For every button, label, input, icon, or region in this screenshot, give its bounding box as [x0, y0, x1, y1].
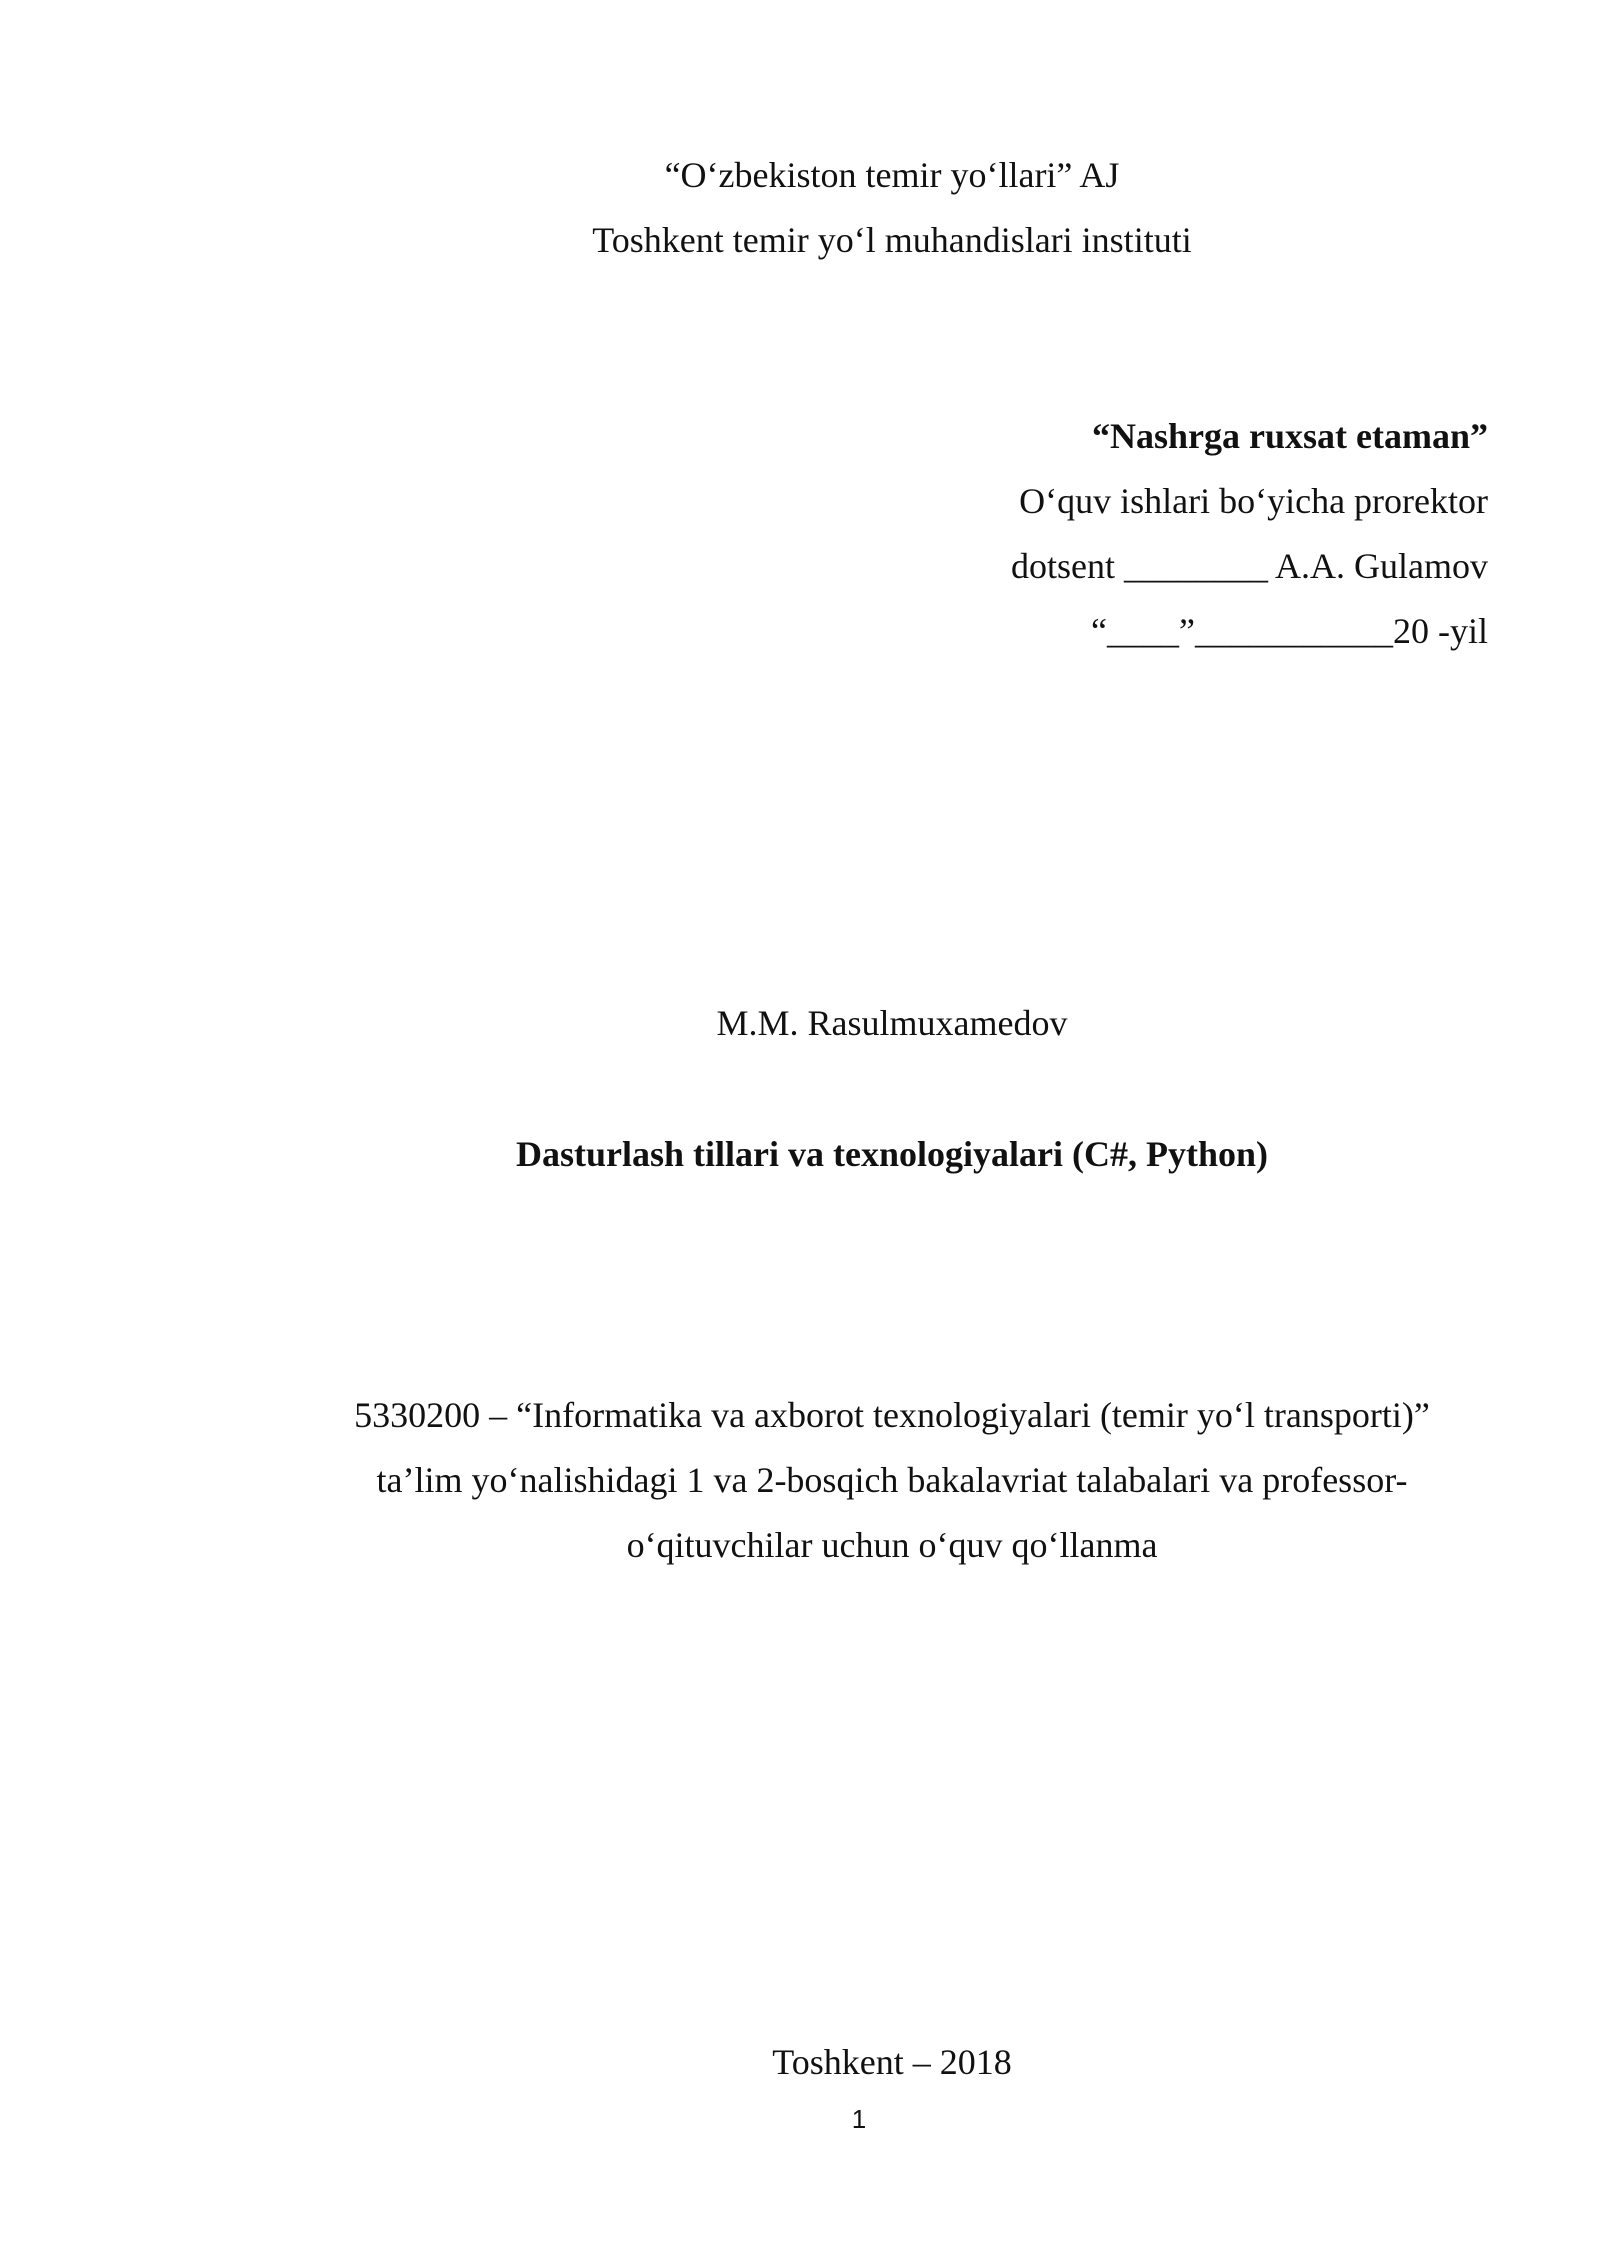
book-title: Dasturlash tillari va texnologiyalari (C#, Python) [516, 1134, 1268, 1174]
author-name: M.M. Rasulmuxamedov [716, 1003, 1068, 1043]
institute-line: Toshkent temir yo‘l muhandislari instituti [592, 220, 1192, 260]
approval-title: “Nashrga ruxsat etaman” [1092, 416, 1488, 456]
description-line-3: o‘qituvchilar uchun o‘quv qo‘llanma [626, 1525, 1158, 1565]
place-year: Toshkent – 2018 [772, 2042, 1012, 2082]
approval-signature: dotsent ________ A.A. Gulamov [1011, 546, 1488, 586]
approval-date: “____”___________20 -yil [1091, 611, 1488, 651]
description-line-2: ta’lim yo‘nalishidagi 1 va 2-bosqich bakalavriat talabalari va professor- [376, 1460, 1408, 1500]
page-number: 1 [851, 2104, 867, 2134]
description-line-1: 5330200 – “Informatika va axborot texnologiyalari (temir yo‘l transporti)” [354, 1395, 1430, 1435]
organization-line: “O‘zbekiston temir yo‘llari” AJ [664, 155, 1120, 195]
approval-position: O‘quv ishlari bo‘yicha prorektor [1019, 481, 1488, 521]
